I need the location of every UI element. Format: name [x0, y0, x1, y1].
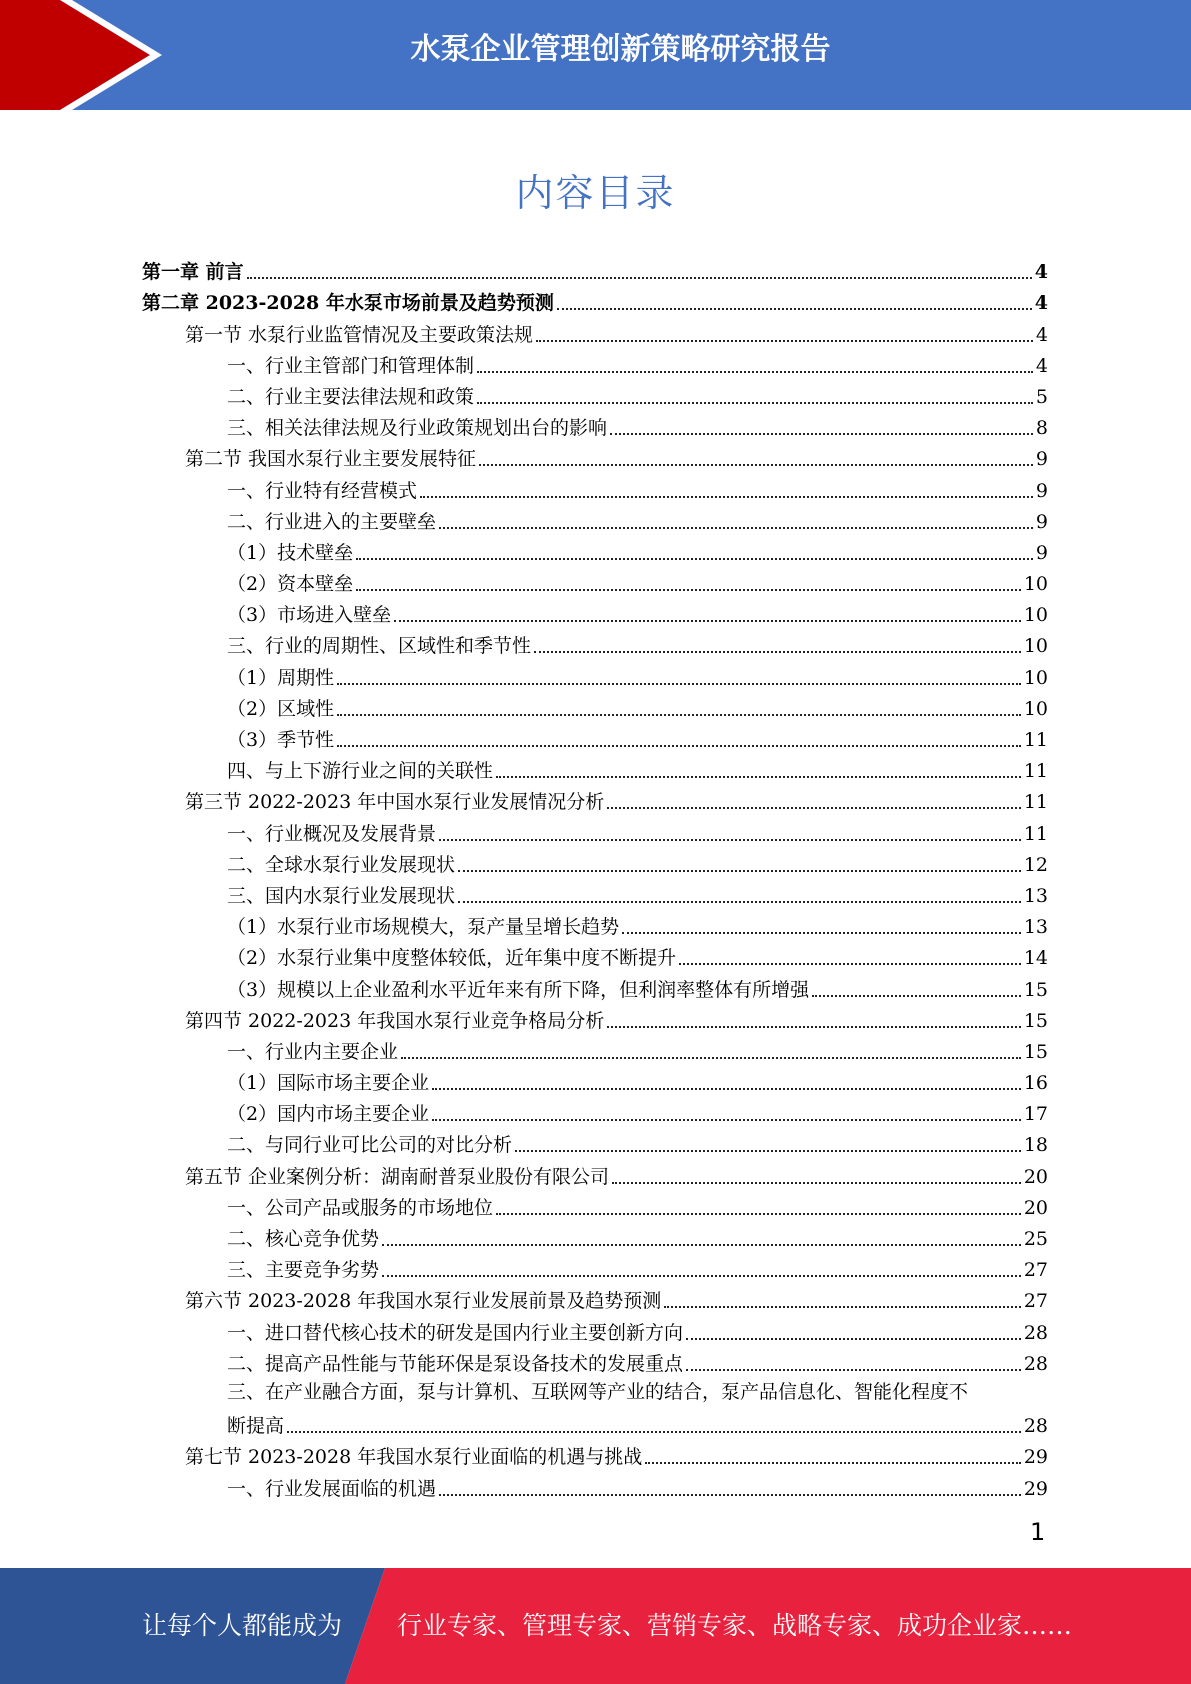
toc-entry-text: 二、提高产品性能与节能环保是泵设备技术的发展重点	[227, 1352, 684, 1375]
toc-entry[interactable]	[142, 1252, 1048, 1283]
toc-page-number: 28	[1023, 1415, 1048, 1438]
toc-entry-text: 二、行业进入的主要壁垒	[227, 510, 437, 533]
toc-entry[interactable]	[142, 971, 1048, 1002]
footer-slogan-left: 让每个人都能成为	[142, 1611, 343, 1640]
toc-entry[interactable]	[142, 1377, 1048, 1439]
toc-page-number: 16	[1023, 1072, 1048, 1095]
toc-leader-dots	[432, 1088, 1021, 1090]
toc-page-number: 20	[1023, 1196, 1048, 1219]
toc-entry-text: 二、全球水泵行业发展现状	[227, 853, 456, 876]
report-title: 水泵企业管理创新策略研究报告	[410, 32, 831, 67]
toc-page-number: 28	[1023, 1352, 1048, 1375]
toc-page-number: 11	[1023, 822, 1048, 845]
toc-page-number: 10	[1023, 635, 1048, 658]
toc-entry-text: 第二节 我国水泵行业主要发展特征	[185, 448, 477, 471]
toc-entry-text: 一、行业特有经营模式	[227, 479, 418, 502]
toc-page-number: 14	[1023, 947, 1048, 970]
toc-entry[interactable]	[142, 940, 1048, 971]
toc-leader-dots	[610, 433, 1033, 435]
toc-entry-text: （3）季节性	[227, 729, 335, 751]
toc-entry-text: （1）技术壁垒	[227, 541, 354, 564]
toc-leader-dots	[356, 558, 1033, 560]
toc-entry-text: 一、进口替代核心技术的研发是国内行业主要创新方向	[227, 1321, 684, 1344]
toc-page-number: 9	[1035, 448, 1048, 471]
toc-entry[interactable]	[142, 1221, 1048, 1252]
toc-entry[interactable]	[142, 441, 1048, 472]
toc-leader-dots	[557, 308, 1032, 310]
toc-entry[interactable]	[142, 316, 1048, 347]
toc-leader-dots	[382, 1275, 1021, 1277]
toc-entry-text: 三、在产业融合方面，泵与计算机、互联网等产业的结合，泵产品信息化、智能化程度不	[227, 1380, 969, 1403]
toc-page-number: 9	[1035, 479, 1048, 502]
toc-entry[interactable]	[142, 753, 1048, 784]
toc-entry-text: 第七节 2023-2028 年我国水泵行业面临的机遇与挑战	[185, 1446, 643, 1469]
toc-entry-text: （2）水泵行业集中度整体较低，近年集中度不断提升	[227, 947, 677, 970]
toc-entry[interactable]	[142, 254, 1048, 285]
toc-entry[interactable]	[142, 784, 1048, 815]
toc-page-number: 8	[1035, 417, 1048, 440]
toc-leader-dots	[479, 464, 1033, 466]
toc-entry[interactable]	[142, 691, 1048, 722]
toc-page-number: 15	[1023, 978, 1048, 1001]
page-number: 1	[1030, 1518, 1046, 1546]
toc-entry-text: （1）水泵行业市场规模大，泵产量呈增长趋势	[227, 916, 620, 939]
toc-leader-dots	[337, 714, 1021, 716]
toc-entry[interactable]	[142, 472, 1048, 503]
toc-entry[interactable]	[142, 1439, 1048, 1470]
toc-entry-text: 四、与上下游行业之间的关联性	[227, 760, 494, 783]
toc-entry-text: （1）国际市场主要企业	[227, 1072, 430, 1095]
toc-page-number: 4	[1034, 261, 1048, 284]
toc-entry[interactable]	[142, 628, 1048, 659]
toc-entry-text: 一、行业内主要企业	[227, 1040, 399, 1063]
toc-leader-dots	[534, 651, 1021, 653]
toc-entry-text: （2）资本壁垒	[227, 573, 354, 596]
toc-page-number: 13	[1023, 916, 1048, 939]
toc-page-number: 10	[1023, 604, 1048, 627]
toc-page-number: 12	[1023, 853, 1048, 876]
toc-page-number: 11	[1023, 791, 1048, 814]
toc-leader-dots	[607, 1026, 1021, 1028]
toc-leader-dots	[515, 1150, 1021, 1152]
toc-page-number: 11	[1023, 760, 1048, 783]
toc-leader-dots	[458, 901, 1021, 903]
toc-page-number: 29	[1023, 1446, 1048, 1469]
toc-leader-dots	[622, 932, 1021, 934]
toc-page-number: 4	[1035, 323, 1048, 346]
toc-leader-dots	[439, 839, 1021, 841]
toc-entry-text: 一、行业发展面临的机遇	[227, 1477, 437, 1500]
toc-entry[interactable]	[142, 1003, 1048, 1034]
toc-leader-dots	[394, 620, 1021, 622]
toc-entry[interactable]	[142, 597, 1048, 628]
toc-entry-text: 二、行业主要法律法规和政策	[227, 385, 475, 408]
toc-entry-text: 一、公司产品或服务的市场地位	[227, 1196, 494, 1219]
toc-page-number: 27	[1023, 1290, 1048, 1313]
toc-entry[interactable]	[142, 410, 1048, 441]
toc-page-number: 4	[1035, 354, 1048, 377]
toc-entry[interactable]	[142, 1158, 1048, 1189]
toc-leader-dots	[812, 995, 1021, 997]
toc-entry[interactable]	[142, 379, 1048, 410]
toc-page-number: 28	[1023, 1321, 1048, 1344]
toc-page-number: 27	[1023, 1259, 1048, 1282]
toc-entry-text: 二、与同行业可比公司的对比分析	[227, 1134, 513, 1157]
toc-entry-text: 一、行业概况及发展背景	[227, 822, 437, 845]
toc-entry-text: （2）国内市场主要企业	[227, 1103, 430, 1126]
toc-entry[interactable]	[142, 1283, 1048, 1314]
toc-entry-text: 第五节 企业案例分析：湖南耐普泵业股份有限公司	[185, 1165, 610, 1188]
toc-entry-text: 二、核心竞争优势	[227, 1228, 380, 1250]
toc-leader-dots	[612, 1182, 1021, 1184]
toc-page-number: 29	[1023, 1477, 1048, 1500]
toc-leader-dots	[496, 1213, 1021, 1215]
header-banner	[0, 0, 1191, 110]
toc-leader-dots	[287, 1431, 1021, 1433]
toc-leader-dots	[477, 402, 1033, 404]
toc-leader-dots	[664, 1306, 1021, 1308]
toc-entry-text: 三、国内水泵行业发展现状	[227, 884, 456, 907]
toc-entry[interactable]	[142, 1034, 1048, 1065]
footer-slogan-right: 行业专家、管理专家、营销专家、战略专家、成功企业家……	[397, 1611, 1073, 1640]
toc-page-number: 10	[1023, 666, 1048, 689]
toc-page-number: 13	[1023, 884, 1048, 907]
toc-page-number: 9	[1035, 510, 1048, 533]
toc-page-number: 9	[1035, 541, 1048, 564]
toc-entry[interactable]	[142, 504, 1048, 535]
toc-leader-dots	[496, 776, 1021, 778]
toc-entry-text: （2）区域性	[227, 697, 335, 720]
toc-leader-dots	[247, 277, 1032, 279]
toc-entry[interactable]	[142, 348, 1048, 379]
toc-entry[interactable]	[142, 566, 1048, 597]
toc-entry-text: 第一节 水泵行业监管情况及主要政策法规	[185, 323, 534, 346]
toc-entry[interactable]	[142, 1096, 1048, 1127]
toc-entry[interactable]	[142, 878, 1048, 909]
toc-leader-dots	[356, 589, 1021, 591]
toc-leader-dots	[536, 340, 1033, 342]
toc-entry-text: 第一章 前言	[142, 261, 244, 284]
toc-heading: 内容目录	[515, 171, 676, 215]
toc-leader-dots	[337, 683, 1021, 685]
toc-leader-dots	[645, 1462, 1021, 1464]
toc-entry-text: 三、相关法律法规及行业政策规划出台的影响	[227, 417, 608, 440]
toc-entry-text: （3）规模以上企业盈利水平近年来有所下降，但利润率整体有所增强	[227, 978, 810, 1001]
toc-entry[interactable]	[142, 1314, 1048, 1345]
toc-page-number: 4	[1034, 292, 1048, 315]
toc-entry[interactable]	[142, 1470, 1048, 1501]
toc-leader-dots	[439, 1494, 1021, 1496]
toc-entry[interactable]	[142, 1127, 1048, 1158]
toc-leader-dots	[477, 371, 1033, 373]
toc-leader-dots	[439, 527, 1033, 529]
toc-entry-text: （1）周期性	[227, 666, 335, 689]
table-of-contents	[142, 254, 1048, 1502]
toc-page-number: 15	[1023, 1040, 1048, 1063]
toc-entry[interactable]	[142, 722, 1048, 753]
toc-entry-text: 第二章 2023-2028 年水泵市场前景及趋势预测	[142, 292, 554, 315]
toc-leader-dots	[686, 1338, 1021, 1340]
toc-leader-dots	[420, 496, 1033, 498]
toc-page-number: 18	[1023, 1134, 1048, 1157]
toc-entry[interactable]	[142, 1065, 1048, 1096]
toc-leader-dots	[607, 807, 1021, 809]
toc-entry-text: 一、行业主管部门和管理体制	[227, 354, 475, 377]
toc-entry-text-continued: 断提高	[227, 1415, 285, 1438]
toc-page-number: 17	[1023, 1103, 1048, 1126]
toc-leader-dots	[686, 1369, 1021, 1371]
toc-entry[interactable]	[142, 659, 1048, 690]
toc-entry-text: 第四节 2022-2023 年我国水泵行业竞争格局分析	[185, 1009, 605, 1032]
toc-entry[interactable]	[142, 1346, 1048, 1377]
toc-entry-text: 三、行业的周期性、区域性和季节性	[227, 635, 532, 658]
toc-entry-text: 第三节 2022-2023 年中国水泵行业发展情况分析	[185, 791, 605, 814]
toc-page-number: 20	[1023, 1165, 1048, 1188]
toc-entry[interactable]	[142, 535, 1048, 566]
toc-entry[interactable]	[142, 815, 1048, 846]
toc-page-number: 25	[1023, 1228, 1048, 1250]
toc-entry-text: 第六节 2023-2028 年我国水泵行业发展前景及趋势预测	[185, 1290, 662, 1313]
toc-entry-text: （3）市场进入壁垒	[227, 604, 392, 627]
toc-entry[interactable]	[142, 285, 1048, 316]
toc-page-number: 5	[1035, 385, 1048, 408]
toc-leader-dots	[679, 963, 1021, 965]
toc-page-number: 11	[1023, 729, 1048, 751]
toc-entry[interactable]	[142, 847, 1048, 878]
toc-leader-dots	[432, 1119, 1021, 1121]
toc-leader-dots	[458, 870, 1021, 872]
footer-banner	[0, 1568, 1191, 1684]
toc-page-number: 10	[1023, 573, 1048, 596]
toc-entry-text: 三、主要竞争劣势	[227, 1259, 380, 1282]
toc-leader-dots	[401, 1057, 1021, 1059]
toc-leader-dots	[337, 745, 1021, 747]
toc-page-number: 15	[1023, 1009, 1048, 1032]
toc-leader-dots	[382, 1244, 1021, 1246]
toc-entry[interactable]	[142, 1190, 1048, 1221]
toc-entry[interactable]	[142, 909, 1048, 940]
toc-page-number: 10	[1023, 697, 1048, 720]
